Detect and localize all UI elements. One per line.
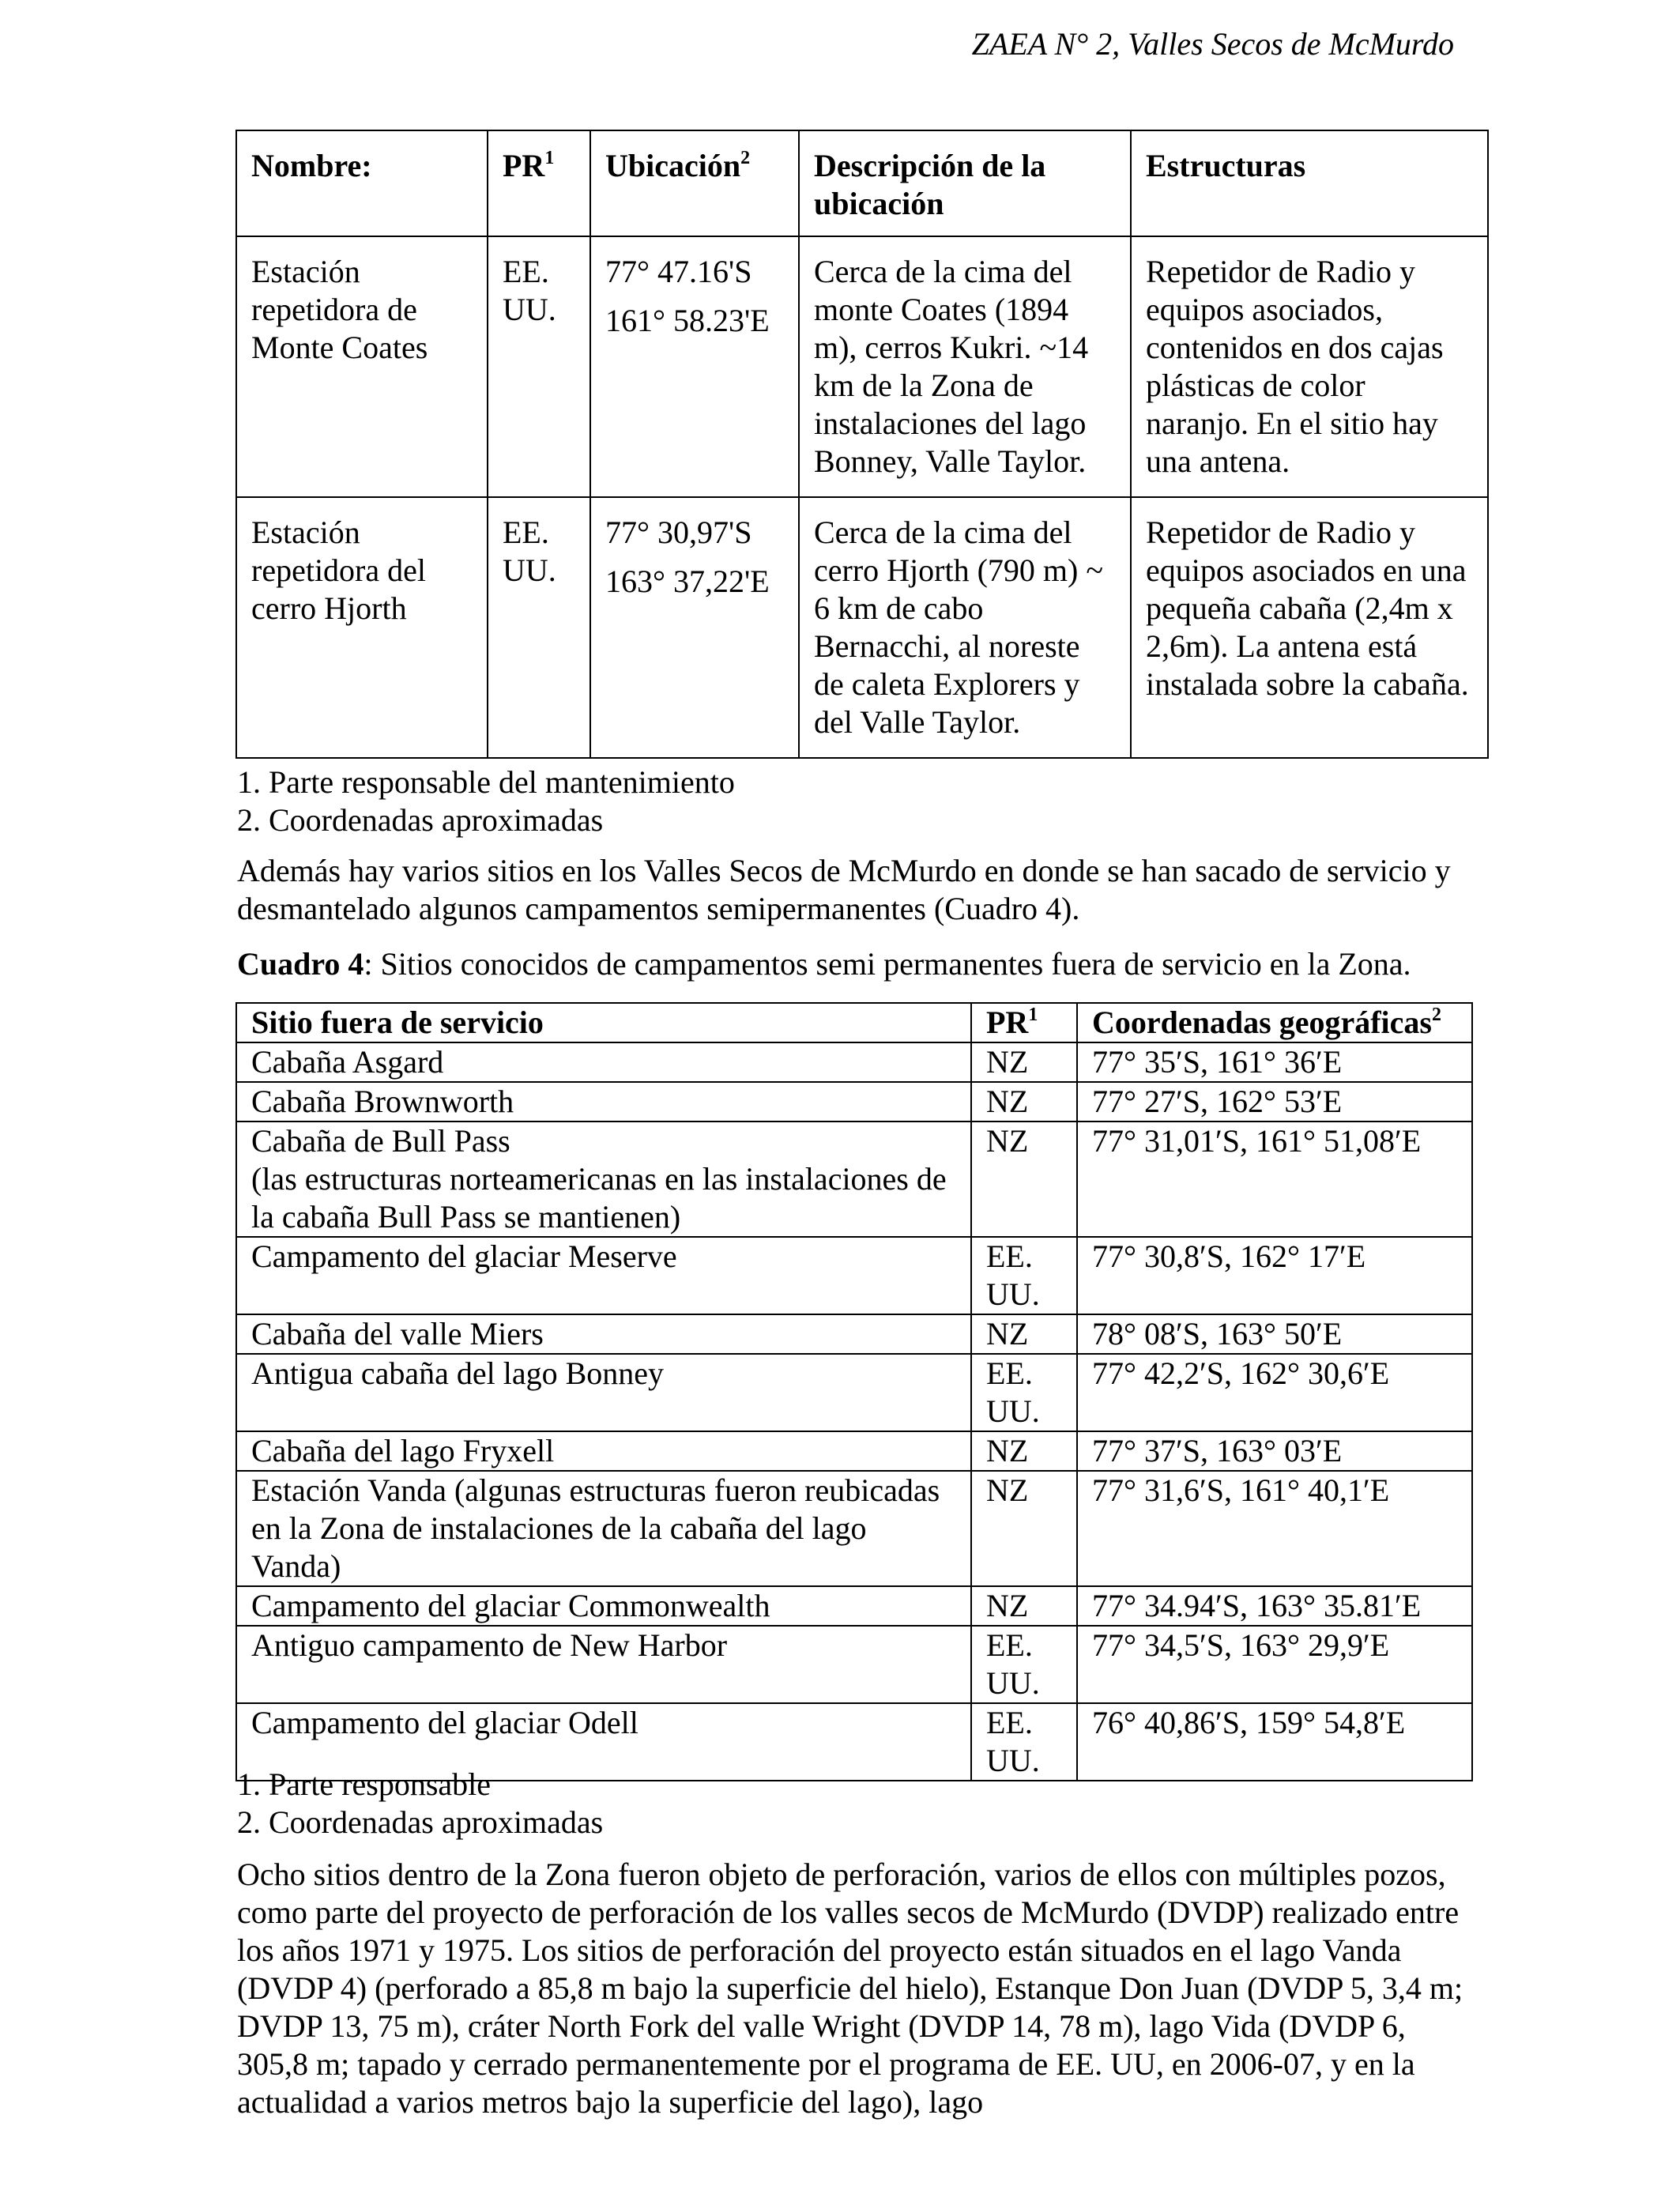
column-header-location: Ubicación$^2$ [590,130,799,236]
table-row [236,1314,1472,1354]
cell-pr: NZ [971,1586,1077,1626]
site-name: Cabaña de Bull Pass [251,1123,510,1159]
paragraph: Además hay varios sitios en los Valles Secos de McMurdo en donde se han sacado de servicio y desmantelado algunos campamentos semipermanentes (Cuadro 4). [237,853,1451,926]
table-row [236,1082,1472,1122]
table-header-row [236,130,1488,236]
cell-pr: EE. UU. [971,1237,1077,1314]
cell-structures: Repetidor de Radio y equipos asociados en una pequeña cabaña (2,4m x 2,6m). La antena está instalada sobre la cabaña. [1131,497,1488,758]
cell-site: Antiguo campamento de New Harbor [236,1626,971,1703]
column-header-site: Sitio fuera de servicio [236,1003,971,1042]
cell-coordinates: 77° 37′S, 163° 03′E [1077,1431,1472,1471]
table2-footnotes [237,1766,603,1842]
table-caption [237,945,1486,983]
column-header-description: Descripción de la ubicación [799,130,1131,236]
running-header: ZAEA N° 2, Valles Secos de McMurdo [971,26,1454,62]
longitude: 161° 58.23'E [605,303,770,338]
longitude: 163° 37,22'E [605,564,770,599]
cell-description: Cerca de la cima del cerro Hjorth (790 m) ~ 6 km de cabo Bernacchi, al noreste de caleta Explorers y del Valle Taylor. [799,497,1131,758]
cell-coordinates: 78° 08′S, 163° 50′E [1077,1314,1472,1354]
table-row [236,1471,1472,1586]
footnote: 1. Parte responsable del mantenimiento [237,764,735,800]
column-header-name: Nombre: [236,130,488,236]
cell-site [236,1122,971,1237]
paragraph [237,1856,1470,2121]
cell-site: Cabaña del lago Fryxell [236,1431,971,1471]
caption-text: : Sitios conocidos de campamentos semi permanentes fuera de servicio en la Zona. [363,946,1411,982]
repeater-stations-table [235,130,1489,759]
latitude: 77° 47.16'S [605,254,752,289]
footnote: 2. Coordenadas aproximadas [237,1804,604,1840]
cell-pr: EE. UU. [971,1626,1077,1703]
cell-coordinates: 77° 34.94′S, 163° 35.81′E [1077,1586,1472,1626]
column-header-pr: $PR^1$ [971,1003,1077,1042]
column-header-structures: Estructuras [1131,130,1488,236]
footnote: 1. Parte responsable [237,1766,492,1802]
cell-pr: EE. UU. [488,236,590,497]
table-row [236,1354,1472,1431]
table1-footnotes [237,763,735,839]
table-row [236,1626,1472,1703]
table-row [236,1042,1472,1082]
cell-site: Antigua cabaña del lago Bonney [236,1354,971,1431]
table-header-row [236,1003,1472,1042]
decommissioned-sites-table [235,1002,1473,1781]
cell-name: Estación repetidora del cerro Hjorth [236,497,488,758]
paragraph-text: Ocho sitios dentro de la Zona fueron objeto de perforación, varios de ellos con múltiples pozos, como parte del proyecto de perforación de los valles secos de McMurdo (DVDP) realizado entre los años 1971 y 1975. Los sitios de perforación del proyecto están situados en el lago Vanda (DVDP 4) (perforado a 85,8 m bajo la superficie del hielo), Estanque Don Juan (DVDP 5, 3,4 m; DVDP 13, 75 m), cráter North Fork del valle Wright (DVDP 14, 78 m), lago Vida (DVDP 6, 305,8 m; tapado y cerrado permanentemente por el programa de EE. UU, en 2006-07, y en la actualidad a varios metros bajo la superficie del lago), lago [237,1857,1463,2120]
cell-pr: NZ [971,1431,1077,1471]
cell-site: Estación Vanda (algunas estructuras fueron reubicadas en la Zona de instalaciones de la cabaña del lago Vanda) [236,1471,971,1586]
table-row [236,1431,1472,1471]
table-row [236,236,1488,497]
cell-structures: Repetidor de Radio y equipos asociados, contenidos en dos cajas plásticas de color naranjo. En el sitio hay una antena. [1131,236,1488,497]
site-note: (las estructuras norteamericanas en las instalaciones de la cabaña Bull Pass se mantienen) [251,1161,947,1235]
table-row [236,1237,1472,1314]
cell-name: Estación repetidora de Monte Coates [236,236,488,497]
caption-label: Cuadro 4 [237,946,364,982]
cell-site: Cabaña del valle Miers [236,1314,971,1354]
cell-site: Campamento del glaciar Odell [236,1703,971,1781]
cell-location [590,236,799,497]
cell-site: Campamento del glaciar Commonwealth [236,1586,971,1626]
cell-coordinates: 77° 35′S, 161° 36′E [1077,1042,1472,1082]
table-row [236,1122,1472,1237]
cell-pr: NZ [971,1471,1077,1586]
cell-location [590,497,799,758]
table-row [236,1586,1472,1626]
cell-pr: NZ [971,1122,1077,1237]
cell-coordinates: 77° 34,5′S, 163° 29,9′E [1077,1626,1472,1703]
cell-coordinates: 77° 31,01′S, 161° 51,08′E [1077,1122,1472,1237]
cell-site: Cabaña Brownworth [236,1082,971,1122]
cell-pr: EE. UU. [488,497,590,758]
footnote: 2. Coordenadas aproximadas [237,802,604,838]
column-header-pr: $PR^1$ [488,130,590,236]
cell-coordinates: 77° 30,8′S, 162° 17′E [1077,1237,1472,1314]
cell-coordinates: 77° 42,2′S, 162° 30,6′E [1077,1354,1472,1431]
cell-coordinates: 77° 31,6′S, 161° 40,1′E [1077,1471,1472,1586]
cell-coordinates: 76° 40,86′S, 159° 54,8′E [1077,1703,1472,1781]
cell-coordinates: 77° 27′S, 162° 53′E [1077,1082,1472,1122]
table-row [236,497,1488,758]
cell-pr: NZ [971,1042,1077,1082]
cell-description: Cerca de la cima del monte Coates (1894 m), cerros Kukri. ~14 km de la Zona de instalaciones del lago Bonney, Valle Taylor. [799,236,1131,497]
cell-site: Campamento del glaciar Meserve [236,1237,971,1314]
cell-pr: EE. UU. [971,1703,1077,1781]
column-header-coordinates: Coordenadas geográficas$^2$ [1077,1003,1472,1042]
cell-pr: EE. UU. [971,1354,1077,1431]
cell-pr: NZ [971,1082,1077,1122]
cell-pr: NZ [971,1314,1077,1354]
cell-site: Cabaña Asgard [236,1042,971,1082]
latitude: 77° 30,97'S [605,515,752,550]
